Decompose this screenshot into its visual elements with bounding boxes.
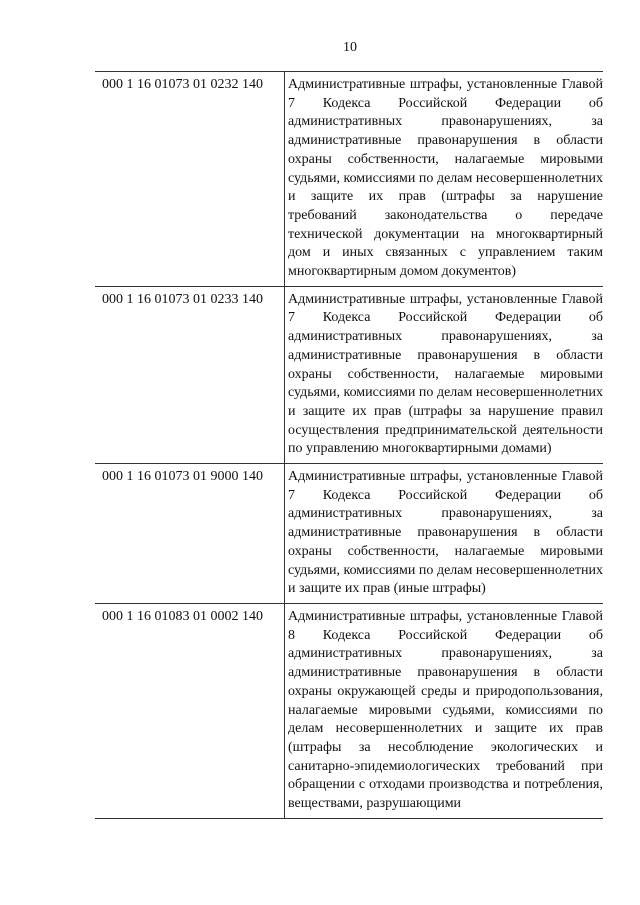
table-row [95, 71, 603, 286]
revenue-code-cell: 000 1 16 01073 01 9000 140 [95, 464, 285, 603]
budget-codes-table [95, 71, 603, 819]
page-number: 10 [343, 40, 357, 55]
table-row [95, 286, 603, 463]
table-row [95, 463, 603, 603]
table-row [95, 603, 603, 819]
description-cell: Административные штрафы, установленные Главой 7 Кодекса Российской Федерации об административных правонарушениях, за административные правонарушения в области охраны собственности, налагаемые мировыми судьями, комиссиями по делам несовершеннолетних и защите их прав (штрафы за нарушение требований законодательства о передаче технической документации на многоквартирный дом и иных связанных с управлением таким многоквартирным домом документов) [288, 77, 603, 280]
description-cell: Административные штрафы, установленные Главой 7 Кодекса Российской Федерации об административных правонарушениях, за административные правонарушения в области охраны собственности, налагаемые мировыми судьями, комиссиями по делам несовершеннолетних и защите их прав (штрафы за нарушение правил осуществления предпринимательской деятельности по управлению многоквартирными домами) [288, 291, 603, 457]
revenue-code-cell: 000 1 16 01073 01 0233 140 [95, 287, 285, 463]
revenue-code-cell: 000 1 16 01073 01 0232 140 [95, 72, 285, 286]
description-cell: Административные штрафы, установленные Главой 8 Кодекса Российской Федерации об административных правонарушениях, за административные правонарушения в области охраны окружающей среды и природопользования, налагаемые мировыми судьями, комиссиями по делам несовершеннолетних и защите их прав (штрафы за несоблюдение экологических и санитарно-эпидемиологических требований при обращении с отходами производства и потребления, веществами, разрушающими [288, 608, 603, 812]
description-cell: Административные штрафы, установленные Главой 7 Кодекса Российской Федерации об административных правонарушениях, за административные правонарушения в области охраны собственности, налагаемые мировыми судьями, комиссиями по делам несовершеннолетних и защите их прав (иные штрафы) [288, 469, 603, 597]
revenue-code-cell: 000 1 16 01083 01 0002 140 [95, 604, 285, 818]
